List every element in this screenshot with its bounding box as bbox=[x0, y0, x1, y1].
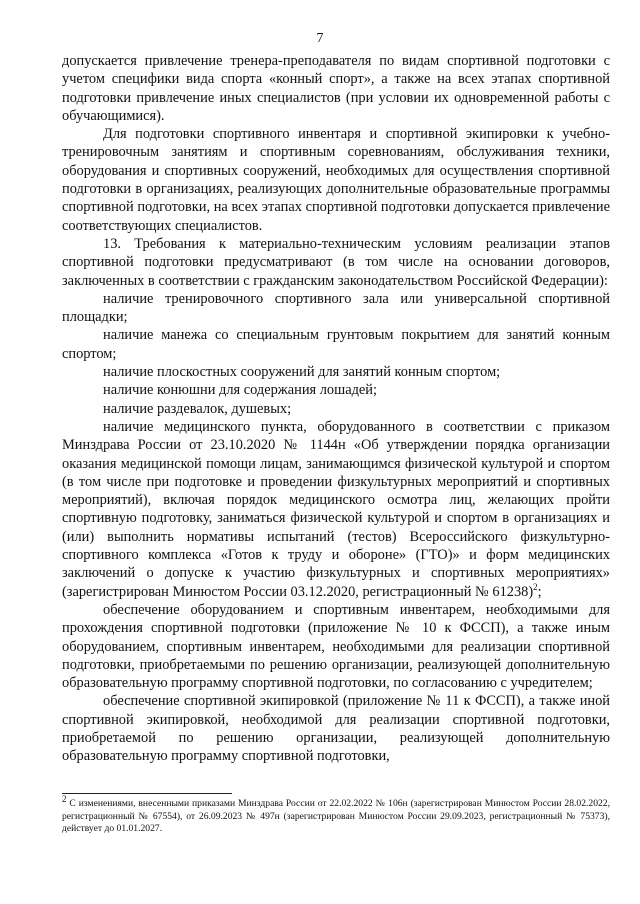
list-item: наличие раздевалок, душевых; bbox=[103, 400, 292, 417]
list-item: наличие конюшни для содержания лошадей; bbox=[103, 382, 378, 399]
medical-item-end: ; bbox=[537, 583, 542, 600]
paragraph: допускается привлечение тренера-преподавателя по видам спортивной подготовки с учетом специфики вида спорта «конный спорт», а также на всех этапах спортивной подготовки привлечение иных специалистов (при условии их одновременной работы с обучающимися). bbox=[62, 53, 610, 124]
medical-item-text: наличие медицинского пункта, оборудованного в соответствии с приказом Минздрава России от 23.10.2020 № 1144н «Об утверждении порядка организации оказания медицинской помощи лицам, занимающимся физической культурой и спортом (в том числе при подготовке и проведении физкультурных мероприятий и спортивных мероприятий), включая порядок медицинского осмотра лиц, желающих пройти спортивную подготовку, заниматься физической культурой и спортом в организациях и (или) выполнить нормативы испытаний (тестов) Всероссийского физкультурно-спортивного комплекса «Готов к труду и обороне» (ГТО)» и форм медицинских заключений о допуске к участию физкультурных и спортивных мероприятиях» (зарегистрирован Минюстом России 03.12.2020, регистрационный № 61238) bbox=[62, 418, 610, 600]
footnote-text: С изменениями, внесенными приказами Минздрава России от 22.02.2022 № 106н (зарегистрирован Минюстом России 28.02.2022, регистрационный № 67554), от 26.09.2023 № 497н (зарегистрирован Минюстом России 29.09.2023, регистрационный № 75373), действует до 01.01.2027. bbox=[62, 798, 610, 835]
list-item: наличие манежа со специальным грунтовым покрытием для занятий конным спортом; bbox=[62, 327, 610, 362]
footnote-divider bbox=[62, 793, 232, 794]
list-item: обеспечение оборудованием и спортивным инвентарем, необходимыми для прохождения спортивной подготовки (приложение № 10 к ФССП), а также иным оборудованием, спортивным инвентарем, необходимыми для реализации спортивной подготовки, приобретаемыми по решению организации, реализующей дополнительную образовательную программу спортивной подготовки, по согласованию с учредителем; bbox=[62, 601, 610, 692]
list-item: обеспечение спортивной экипировкой (приложение № 11 к ФССП), а также иной спортивной экипировкой, необходимой для реализации спортивной подготовки, приобретаемой по решению организации, реализующей дополнительную образовательную программу спортивной подготовки, bbox=[62, 693, 610, 765]
list-item-medical bbox=[62, 418, 610, 601]
list-item: наличие тренировочного спортивного зала или универсальной спортивной площадки; bbox=[62, 290, 610, 326]
footnote bbox=[62, 793, 610, 836]
page-number: 7 bbox=[316, 31, 324, 46]
paragraph: Для подготовки спортивного инвентаря и спортивной экипировки к учебно-тренировочным занятиям и спортивным соревнованиям, обслуживания техники, оборудования и спортивных сооружений, необходимых для осуществления спортивной подготовки в организациях, реализующих дополнительные образовательные программы спортивной подготовки, на всех этапах спортивной подготовки допускается привлечение соответствующих специалистов. bbox=[62, 126, 610, 234]
list-item: наличие плоскостных сооружений для занятий конным спортом; bbox=[103, 364, 501, 381]
footnote-marker: 2 bbox=[62, 793, 67, 804]
document-body bbox=[62, 52, 610, 766]
requirements-paragraph: 13. Требования к материально-техническим условиям реализации этапов спортивной подготовки предусматривают (в том числе на основании договоров, заключенных в соответствии с гражданским законодательством Российской Федерации): bbox=[62, 235, 610, 289]
footnote-reference: 2 bbox=[533, 581, 538, 592]
